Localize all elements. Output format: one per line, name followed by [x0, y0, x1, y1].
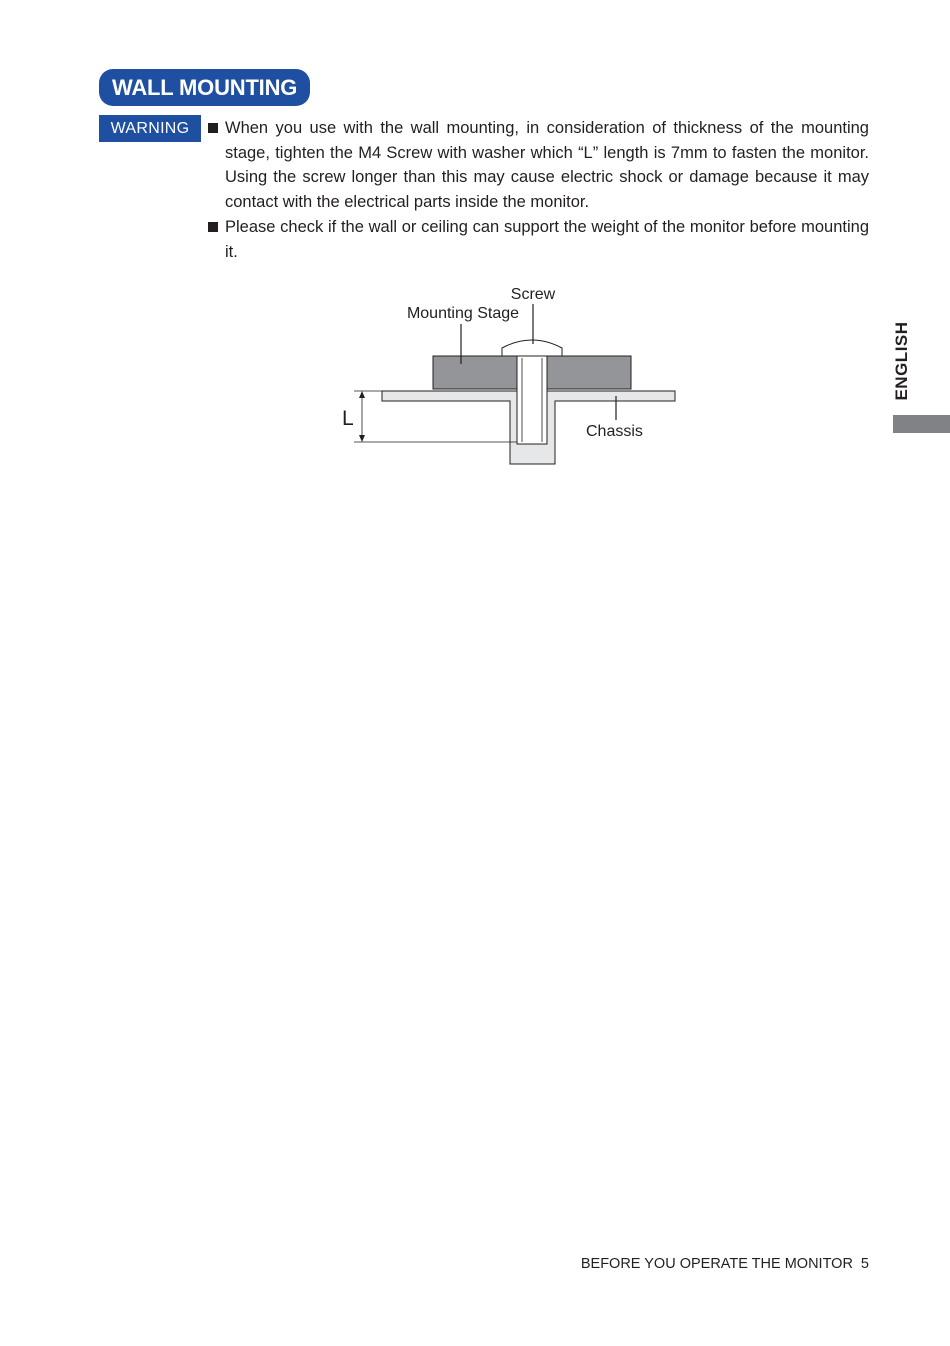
- screw-label: Screw: [510, 286, 556, 303]
- warning-list: [207, 116, 869, 264]
- language-tab: [888, 315, 916, 407]
- screw-shaft-shape: [517, 356, 547, 444]
- section-title: WALL MOUNTING: [99, 69, 310, 106]
- length-label: L: [342, 407, 354, 430]
- warning-badge: WARNING: [99, 115, 201, 142]
- list-item: [207, 215, 869, 264]
- warning-text: When you use with the wall mounting, in consideration of thickness of the mounting stage, tighten the M4 Screw with washer which “L” length is 7mm to fasten the monitor. Using the screw longer than this may cause electric shock or damage because it may contact with the electrical parts inside the monitor.: [225, 119, 869, 212]
- mounting-stage-label: Mounting Stage: [406, 305, 520, 322]
- wall-mount-diagram: [330, 280, 690, 480]
- language-label: ENGLISH: [892, 321, 911, 401]
- chassis-label: Chassis: [586, 423, 643, 440]
- footer-section-name: BEFORE YOU OPERATE THE MONITOR: [580, 1256, 853, 1272]
- list-item: [207, 116, 869, 215]
- screw-head-shape: [502, 340, 562, 356]
- page-number: 5: [860, 1256, 869, 1272]
- square-bullet-icon: [208, 222, 218, 232]
- square-bullet-icon: [208, 123, 218, 133]
- warning-text: Please check if the wall or ceiling can support the weight of the monitor before mounting it.: [225, 217, 869, 261]
- language-bar: [893, 415, 950, 433]
- page-footer: [581, 1256, 869, 1272]
